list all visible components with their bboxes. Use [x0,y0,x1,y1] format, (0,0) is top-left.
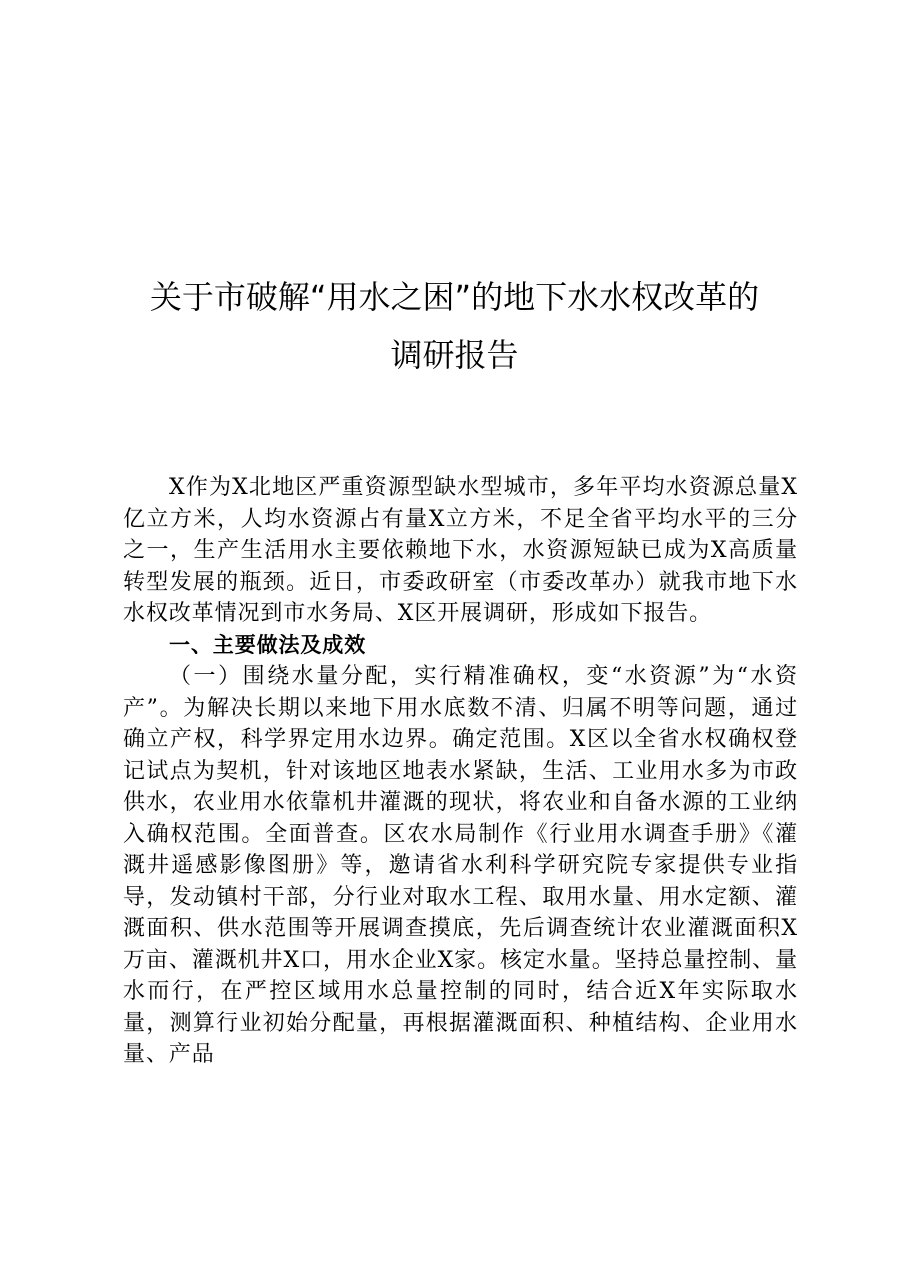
section-paragraph: （一）围绕水量分配，实行精准确权，变“水资源”为“水资产”。为解决长期以来地下用水底数不清、归属不明等问题，通过确立产权，科学界定用水边界。确定范围。X区以全省水权确权登记试点为契机，针对该地区地表水紧缺，生活、工业用水多为市政供水，农业用水依靠机井灌溉的现状，将农业和自备水源的工业纳入确权范围。全面普查。区农水局制作《行业用水调查手册》《灌溉井遥感影像图册》等，邀请省水利科学研究院专家提供专业指导，发动镇村干部，分行业对取水工程、取用水量、用水定额、灌溉面积、供水范围等开展调查摸底，先后调查统计农业灌溉面积X万亩、灌溉机井X口，用水企业X家。核定水量。坚持总量控制、量水而行，在严控区域用水总量控制的同时，结合近X年实际取水量，测算行业初始分配量，再根据灌溉面积、种植结构、企业用水量、产品 [123,664,798,1067]
section-heading: 一、主要做法及成效 [169,632,367,657]
title-line-2: 调研报告 [390,336,519,374]
intro-paragraph: X作为X北地区严重资源型缺水型城市，多年平均水资源总量X亿立方米，人均水资源占有量X立方米，不足全省平均水平的三分之一，生产生活用水主要依赖地下水，水资源短缺已成为X高质量转型发展的瓶颈。近日，市委政研室（市委改革办）就我市地下水水权改革情况到市水务局、X区开展调研，形成如下报告。 [123,475,798,626]
document-title [0,268,909,384]
document-body [123,472,798,1071]
title-line-1: 关于市破解“用水之困”的地下水水权改革的 [149,278,760,316]
